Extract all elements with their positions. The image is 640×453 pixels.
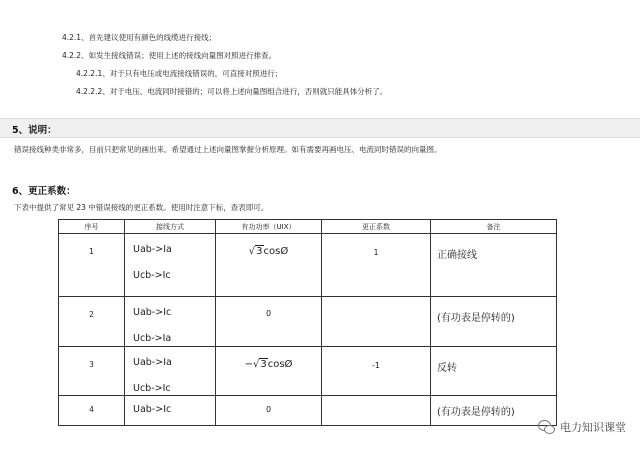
- row-correction-factor: 1: [373, 248, 379, 257]
- footer-logo: [538, 419, 626, 435]
- step-4-2-2: 4.2.2、如发生接线错误；使用上述的接线向量图对照进行排查。: [62, 51, 277, 60]
- row-active-power: 0: [265, 309, 272, 318]
- section-6-title: 6、更正系数：: [12, 186, 76, 197]
- section-6-intro: 下表中提供了常见 23 中错误接线的更正系数。使用时注意下标，查表即可。: [14, 203, 269, 212]
- row-active-power: √3cosØ: [248, 246, 289, 257]
- table-row: [59, 396, 557, 426]
- header-wiring-mode: 接线方式: [125, 220, 216, 234]
- section-5-heading: [0, 118, 640, 138]
- table-row: [59, 347, 557, 396]
- row-index: 4: [89, 405, 94, 414]
- row-mode-current: Ucb->Ic: [133, 383, 171, 394]
- step-4-2-2-1: 4.2.2.1、对于只有电压或电流接线错误的，可直接对照进行；: [76, 69, 283, 78]
- row-mode-voltage: Uab->Ic: [133, 307, 172, 318]
- correction-factor-table: [58, 219, 557, 426]
- table-row: [59, 234, 557, 297]
- row-active-power: 0: [265, 405, 272, 414]
- row-index: 3: [89, 360, 94, 369]
- row-remark: (有功表是停转的): [437, 313, 515, 324]
- row-index: 1: [89, 247, 94, 256]
- section-5-body: 错误接线种类非常多，目前只把常见的画出来。希望通过上述向量图掌握分析原理。如有需要再画电压、电流同时错误的向量图。: [14, 145, 442, 154]
- row-mode-current: Ucb->Ia: [133, 333, 172, 344]
- header-remark: 备注: [431, 220, 557, 234]
- row-correction-factor: [322, 396, 430, 410]
- row-mode-voltage: Uab->Ia: [133, 244, 172, 255]
- header-index: 序号: [59, 220, 125, 234]
- header-active-power: 有功功率（UIX）: [216, 220, 322, 234]
- row-mode-voltage: Uab->Ic: [133, 404, 172, 415]
- row-index: 2: [89, 310, 94, 319]
- row-remark: (有功表是停转的): [437, 407, 515, 418]
- row-correction-factor: [322, 297, 430, 311]
- section-5-title: 5、说明：: [12, 125, 57, 136]
- row-mode-current: Ucb->Ic: [133, 270, 171, 281]
- footer-logo-text: 电力知识课堂: [560, 421, 626, 434]
- header-correction-factor: 更正系数: [322, 220, 431, 234]
- row-active-power: −√3cosØ: [244, 359, 293, 370]
- table-header-row: [59, 220, 557, 234]
- step-4-2-2-2: 4.2.2.2、对于电压、电流同时接错的；可以将上述向量图组合进行，否则就只能具体分析了。: [76, 87, 388, 96]
- row-remark: 正确接线: [437, 250, 477, 261]
- wechat-icon: [538, 420, 556, 434]
- step-4-2-1: 4.2.1、首先建议使用有颜色的线缆进行接线；: [62, 33, 217, 42]
- row-remark: 反转: [437, 363, 457, 374]
- table-row: [59, 297, 557, 347]
- row-mode-voltage: Uab->Ia: [133, 357, 172, 368]
- row-correction-factor: -1: [372, 361, 380, 370]
